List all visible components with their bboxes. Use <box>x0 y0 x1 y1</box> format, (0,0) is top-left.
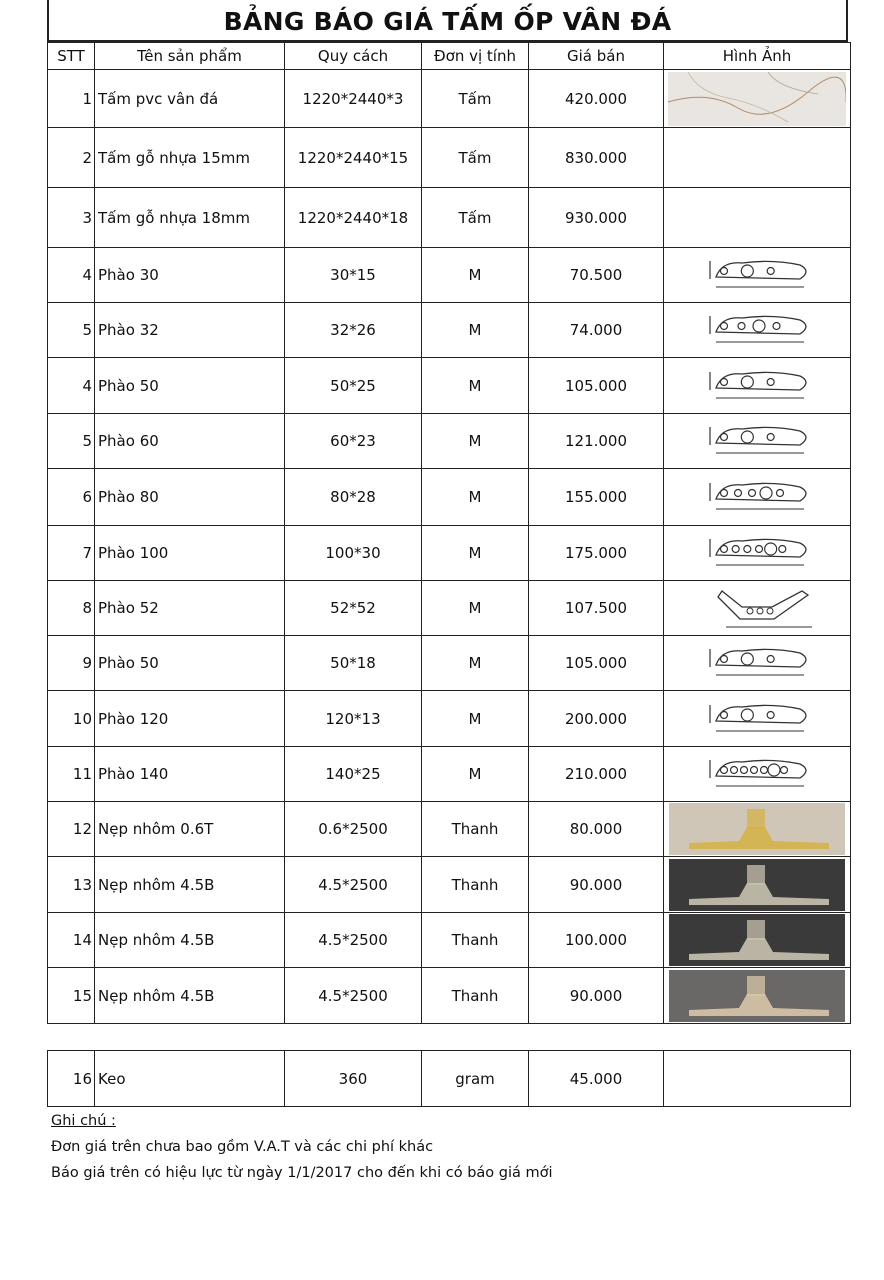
cell-price: 105.000 <box>529 358 664 414</box>
table-row <box>48 1051 851 1107</box>
cell-spec: 50*18 <box>285 636 422 691</box>
cell-spec: 120*13 <box>285 691 422 747</box>
cell-unit: gram <box>422 1051 529 1107</box>
cell-unit: M <box>422 414 529 469</box>
cell-spec: 52*52 <box>285 581 422 636</box>
cell-price: 930.000 <box>529 188 664 248</box>
cell-image <box>664 128 851 188</box>
cell-unit: Tấm <box>422 70 529 128</box>
aluminum-strip-photo-icon <box>664 970 850 1022</box>
cell-spec: 4.5*2500 <box>285 857 422 913</box>
table-row <box>48 636 851 691</box>
table-row <box>48 526 851 581</box>
cell-name: Phào 52 <box>95 581 285 636</box>
cell-stt: 15 <box>48 968 95 1024</box>
cell-image <box>664 802 851 857</box>
cell-image <box>664 248 851 303</box>
cell-price: 90.000 <box>529 857 664 913</box>
cell-spec: 50*25 <box>285 358 422 414</box>
cell-unit: M <box>422 303 529 358</box>
cell-name: Phào 50 <box>95 636 285 691</box>
molding-profile-icon <box>664 752 850 796</box>
cell-name: Phào 120 <box>95 691 285 747</box>
cell-stt: 12 <box>48 802 95 857</box>
notes-line-1: Đơn giá trên chưa bao gồm V.A.T và các chi phí khác <box>51 1139 434 1155</box>
cell-price: 107.500 <box>529 581 664 636</box>
table-row <box>48 469 851 526</box>
table-row <box>48 188 851 248</box>
cell-spec: 4.5*2500 <box>285 968 422 1024</box>
cell-unit: M <box>422 469 529 526</box>
cell-name: Phào 140 <box>95 747 285 802</box>
cell-name: Keo <box>95 1051 285 1107</box>
cell-unit: M <box>422 747 529 802</box>
table-row <box>48 128 851 188</box>
table-row <box>48 581 851 636</box>
cell-spec: 1220*2440*3 <box>285 70 422 128</box>
cell-image <box>664 691 851 747</box>
extra-table <box>47 1050 851 1107</box>
table-row <box>48 358 851 414</box>
col-header-unit: Đơn vị tính <box>422 43 529 70</box>
molding-profile-icon <box>664 308 850 352</box>
cell-name: Nẹp nhôm 0.6T <box>95 802 285 857</box>
cell-image <box>664 747 851 802</box>
cell-price: 100.000 <box>529 913 664 968</box>
cell-unit: M <box>422 691 529 747</box>
table-row <box>48 414 851 469</box>
cell-spec: 80*28 <box>285 469 422 526</box>
table-row <box>48 70 851 128</box>
cell-image <box>664 636 851 691</box>
cell-stt: 9 <box>48 636 95 691</box>
cell-name: Phào 32 <box>95 303 285 358</box>
cell-image <box>664 1051 851 1107</box>
cell-stt: 2 <box>48 128 95 188</box>
molding-profile-icon <box>664 697 850 741</box>
table-row <box>48 802 851 857</box>
col-header-name: Tên sản phẩm <box>95 43 285 70</box>
cell-stt: 4 <box>48 248 95 303</box>
cell-stt: 14 <box>48 913 95 968</box>
cell-spec: 4.5*2500 <box>285 913 422 968</box>
cell-price: 200.000 <box>529 691 664 747</box>
aluminum-strip-photo-icon <box>664 914 850 966</box>
cell-name: Tấm gỗ nhựa 18mm <box>95 188 285 248</box>
table-row <box>48 691 851 747</box>
table-row <box>48 857 851 913</box>
cell-name: Nẹp nhôm 4.5B <box>95 913 285 968</box>
table-row <box>48 968 851 1024</box>
cell-unit: Thanh <box>422 968 529 1024</box>
molding-profile-icon <box>664 253 850 297</box>
cell-stt: 4 <box>48 358 95 414</box>
page-title: BẢNG BÁO GIÁ TẤM ỐP VÂN ĐÁ <box>47 0 848 42</box>
table-row <box>48 248 851 303</box>
cell-image <box>664 968 851 1024</box>
table-row <box>48 913 851 968</box>
molding-profile-icon <box>664 475 850 519</box>
cell-stt: 1 <box>48 70 95 128</box>
cell-name: Phào 60 <box>95 414 285 469</box>
table-header-row <box>48 43 851 70</box>
cell-image <box>664 414 851 469</box>
cell-unit: Tấm <box>422 188 529 248</box>
cell-price: 74.000 <box>529 303 664 358</box>
notes-heading: Ghi chú : <box>51 1113 116 1129</box>
molding-profile-icon <box>664 531 850 575</box>
notes-line-2: Báo giá trên có hiệu lực từ ngày 1/1/2017 cho đến khi có báo giá mới <box>51 1165 553 1181</box>
col-header-price: Giá bán <box>529 43 664 70</box>
cell-image <box>664 469 851 526</box>
cell-price: 420.000 <box>529 70 664 128</box>
cell-spec: 60*23 <box>285 414 422 469</box>
cell-stt: 13 <box>48 857 95 913</box>
cell-unit: M <box>422 636 529 691</box>
cell-unit: M <box>422 526 529 581</box>
cell-spec: 100*30 <box>285 526 422 581</box>
cell-image <box>664 70 851 128</box>
cell-name: Phào 50 <box>95 358 285 414</box>
cell-stt: 7 <box>48 526 95 581</box>
cell-stt: 6 <box>48 469 95 526</box>
cell-unit: Thanh <box>422 913 529 968</box>
cell-price: 45.000 <box>529 1051 664 1107</box>
col-header-image: Hình Ảnh <box>664 43 851 70</box>
cell-unit: Thanh <box>422 802 529 857</box>
cell-image <box>664 581 851 636</box>
cell-spec: 1220*2440*18 <box>285 188 422 248</box>
cell-unit: M <box>422 358 529 414</box>
cell-image <box>664 526 851 581</box>
cell-name: Nẹp nhôm 4.5B <box>95 968 285 1024</box>
cell-stt: 3 <box>48 188 95 248</box>
cell-spec: 1220*2440*15 <box>285 128 422 188</box>
cell-name: Phào 80 <box>95 469 285 526</box>
cell-stt: 16 <box>48 1051 95 1107</box>
price-table <box>47 42 851 1024</box>
cell-unit: Thanh <box>422 857 529 913</box>
aluminum-strip-photo-icon <box>664 803 850 855</box>
cell-stt: 10 <box>48 691 95 747</box>
cell-price: 105.000 <box>529 636 664 691</box>
cell-name: Tấm gỗ nhựa 15mm <box>95 128 285 188</box>
cell-spec: 32*26 <box>285 303 422 358</box>
cell-spec: 0.6*2500 <box>285 802 422 857</box>
table-row <box>48 303 851 358</box>
cell-image <box>664 188 851 248</box>
cell-unit: M <box>422 581 529 636</box>
cell-image <box>664 857 851 913</box>
cell-image <box>664 303 851 358</box>
marble-swatch-icon <box>664 72 850 126</box>
col-header-stt: STT <box>48 43 95 70</box>
corner-molding-icon <box>664 585 850 631</box>
cell-price: 121.000 <box>529 414 664 469</box>
notes <box>51 1108 553 1186</box>
aluminum-strip-photo-icon <box>664 859 850 911</box>
cell-name: Phào 30 <box>95 248 285 303</box>
cell-unit: Tấm <box>422 128 529 188</box>
cell-spec: 30*15 <box>285 248 422 303</box>
cell-price: 70.500 <box>529 248 664 303</box>
cell-stt: 5 <box>48 414 95 469</box>
cell-unit: M <box>422 248 529 303</box>
molding-profile-icon <box>664 364 850 408</box>
table-row <box>48 747 851 802</box>
cell-price: 175.000 <box>529 526 664 581</box>
cell-stt: 11 <box>48 747 95 802</box>
cell-price: 210.000 <box>529 747 664 802</box>
cell-stt: 5 <box>48 303 95 358</box>
cell-spec: 360 <box>285 1051 422 1107</box>
cell-price: 830.000 <box>529 128 664 188</box>
molding-profile-icon <box>664 641 850 685</box>
cell-image <box>664 358 851 414</box>
col-header-spec: Quy cách <box>285 43 422 70</box>
cell-name: Nẹp nhôm 4.5B <box>95 857 285 913</box>
cell-price: 155.000 <box>529 469 664 526</box>
cell-name: Tấm pvc vân đá <box>95 70 285 128</box>
cell-name: Phào 100 <box>95 526 285 581</box>
cell-stt: 8 <box>48 581 95 636</box>
molding-profile-icon <box>664 419 850 463</box>
cell-price: 90.000 <box>529 968 664 1024</box>
cell-price: 80.000 <box>529 802 664 857</box>
cell-image <box>664 913 851 968</box>
cell-spec: 140*25 <box>285 747 422 802</box>
